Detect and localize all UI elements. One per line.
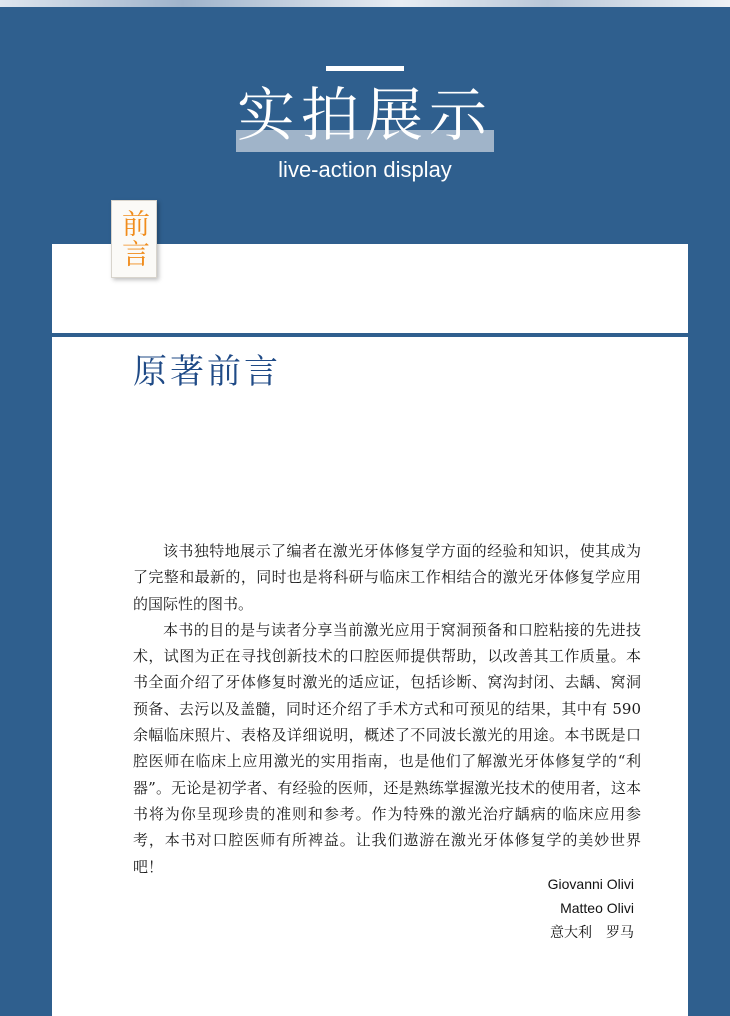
body-paragraph: 本书的目的是与读者分享当前激光应用于窝洞预备和口腔粘接的先进技术，试图为正在寻找创新技术的口腔医师提供帮助，以改善其工作质量。本书全面介绍了牙体修复时激光的适应证，包括诊断、窝沟封闭、去龋、窝洞预备、去污以及盖髓，同时还介绍了手术方式和可预见的结果，其中有 590 余幅临床照片、表格及详细说明，概述了不同波长激光的用途。本书既是口腔医师在临床上应用激光的实用指南，也是他们了解激光牙体修复学的“利器”。无论是初学者、有经验的医师，还是熟练掌握激光技术的使用者，这本书将为你呈现珍贵的准则和参考。作为特殊的激光治疗龋病的临床应用参考，本书对口腔医师有所裨益。让我们遨游在激光牙体修复学的美妙世界吧！ [133, 620, 641, 876]
signature-author-2: Matteo Olivi [560, 900, 634, 916]
top-decorative-strip [0, 0, 730, 7]
document-body [133, 538, 641, 880]
section-tag-label: 前言 [118, 209, 151, 269]
signature-location: 意大利 罗马 [550, 924, 634, 940]
body-paragraph: 该书独特地展示了编者在激光牙体修复学方面的经验和知识，使其成为了完整和最新的，同时也是将科研与临床工作相结合的激光牙体修复学应用的国际性的图书。 [133, 542, 641, 613]
card-divider [52, 333, 688, 337]
signature-author-1: Giovanni Olivi [547, 876, 634, 892]
page-title: 实拍展示 [236, 81, 493, 149]
title-accent-bar [326, 66, 404, 71]
page-subtitle: live-action display [278, 157, 452, 182]
document-heading: 原著前言 [133, 352, 281, 392]
signature-block [548, 872, 634, 944]
section-tag [111, 200, 157, 278]
